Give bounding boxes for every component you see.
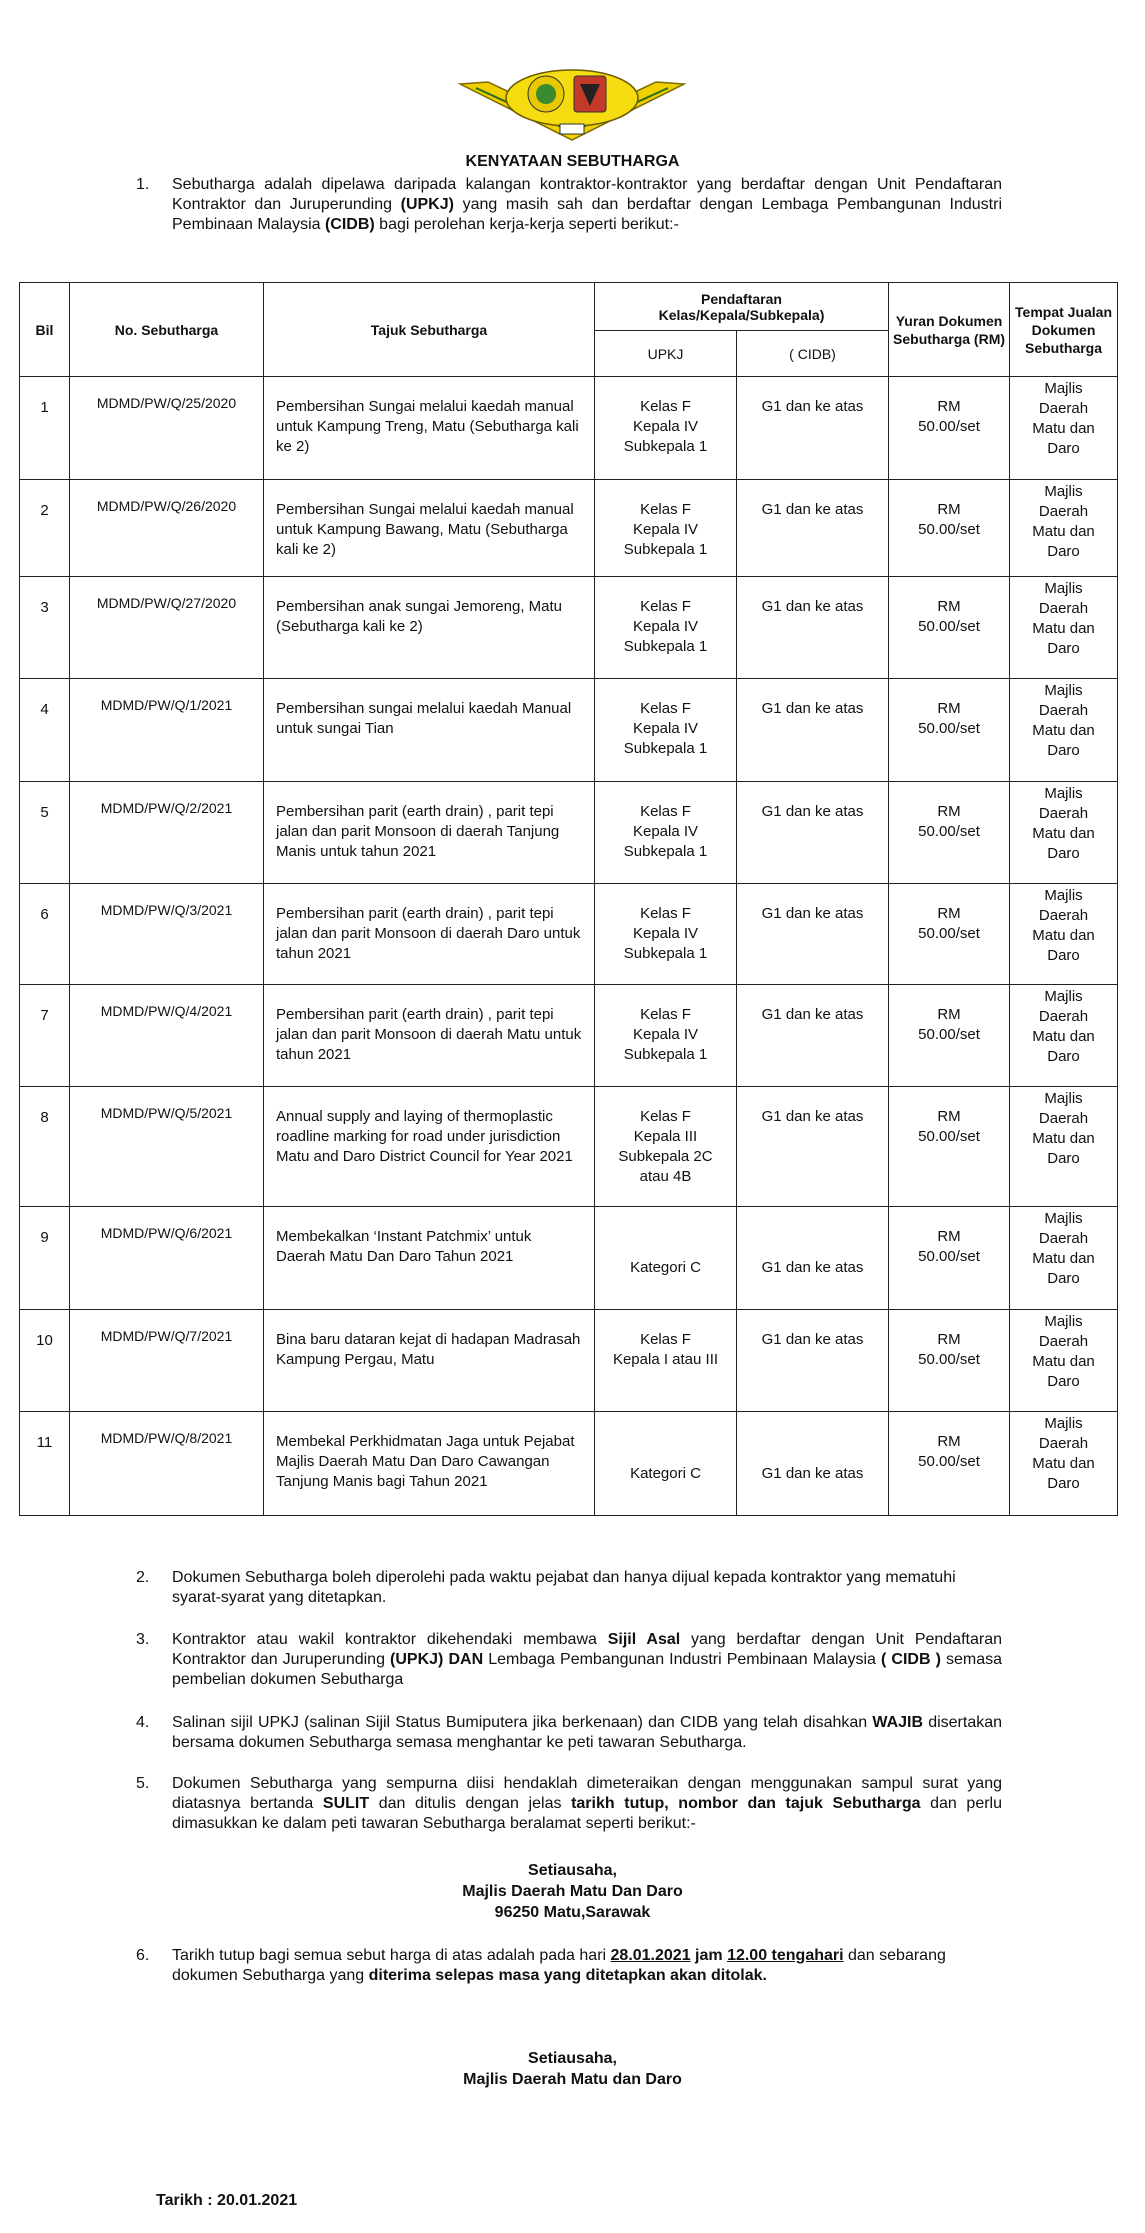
intro-text-3: bagi perolehan kerja-kerja seperti berikut:-: [374, 216, 679, 233]
page-title: KENYATAAN SEBUTHARGA: [465, 153, 680, 170]
row-sale-place: Majlis Daerah Matu dan Daro: [1010, 1207, 1118, 1310]
address-block: [0, 1860, 1145, 1923]
closing-date: 28.01.2021: [610, 1947, 691, 1964]
header-no: No. Sebutharga: [70, 283, 264, 377]
item-number: 4.: [136, 1714, 150, 1731]
p3-bold-b: Sijil Asal: [607, 1631, 681, 1648]
row-upkj: Kelas F Kepala IV Subkepala 1: [595, 377, 737, 480]
row-cidb: G1 dan ke atas: [737, 782, 889, 884]
row-title: Membekalkan ‘Instant Patchmix’ untuk Daerah Matu Dan Daro Tahun 2021: [264, 1207, 595, 1310]
row-title: Membekal Perkhidmatan Jaga untuk Pejabat Majlis Daerah Matu Dan Daro Cawangan Tanjung Manis bagi Tahun 2021: [264, 1412, 595, 1516]
intro-bold-cidb: (CIDB): [324, 216, 375, 233]
p5-text-e: dan perlu dimasukkan ke dalam peti tawaran Sebutharga beralamat seperti berikut:-: [172, 1795, 1003, 1832]
row-cidb: G1 dan ke atas: [737, 884, 889, 985]
row-title: Annual supply and laying of thermoplastic roadline marking for road under jurisdiction Matu and Daro District Council for Year 2021: [264, 1087, 595, 1207]
row-title: Pembersihan anak sungai Jemoreng, Matu (Sebutharga kali ke 2): [264, 577, 595, 679]
row-quotation-number: MDMD/PW/Q/5/2021: [70, 1087, 264, 1207]
row-cidb: G1 dan ke atas: [737, 1412, 889, 1516]
table-row: [20, 1207, 1118, 1310]
intro-text-1: Sebutharga adalah dipelawa daripada kalangan kontraktor-kontraktor yang berdaftar dengan Unit Pendaftaran Kontraktor dan Juruperunding: [172, 176, 1002, 213]
row-title: Bina baru dataran kejat di hadapan Madrasah Kampung Pergau, Matu: [264, 1310, 595, 1412]
table-row: [20, 679, 1118, 782]
header-yuran: Yuran Dokumen Sebutharga (RM): [889, 283, 1010, 377]
table-row: [20, 1087, 1118, 1207]
p3-text-c: yang berdaftar dengan Unit Pendaftaran Kontraktor dan Juruperunding: [172, 1631, 1002, 1668]
row-fee: RM 50.00/set: [889, 1412, 1010, 1516]
address-line-1: Setiausaha,: [528, 1862, 617, 1879]
row-bil: 4: [20, 679, 70, 782]
row-fee: RM 50.00/set: [889, 577, 1010, 679]
table-row: [20, 985, 1118, 1087]
row-upkj: Kelas F Kepala III Subkepala 2C atau 4B: [595, 1087, 737, 1207]
row-quotation-number: MDMD/PW/Q/27/2020: [70, 577, 264, 679]
closing-time: 12.00 tengahari: [727, 1947, 844, 1964]
intro-text: [172, 175, 1002, 235]
row-fee: RM 50.00/set: [889, 884, 1010, 985]
signature-block: [0, 2048, 1145, 2090]
table-row: [20, 1412, 1118, 1516]
p4-text-c: disertakan bersama dokumen Sebutharga semasa menghantar ke peti tawaran Sebutharga.: [172, 1714, 1003, 1751]
row-sale-place: Majlis Daerah Matu dan Daro: [1010, 480, 1118, 577]
row-upkj: Kelas F Kepala IV Subkepala 1: [595, 884, 737, 985]
row-upkj: Kategori C: [595, 1412, 737, 1516]
row-quotation-number: MDMD/PW/Q/7/2021: [70, 1310, 264, 1412]
row-bil: 6: [20, 884, 70, 985]
row-upkj: Kelas F Kepala IV Subkepala 1: [595, 480, 737, 577]
p3-text-a: Kontraktor atau wakil kontraktor dikehendaki membawa: [172, 1631, 608, 1648]
signature-line-1: Setiausaha,: [528, 2050, 617, 2067]
header-cidb: ( CIDB): [737, 331, 889, 377]
row-upkj: Kelas F Kepala IV Subkepala 1: [595, 985, 737, 1087]
row-quotation-number: MDMD/PW/Q/1/2021: [70, 679, 264, 782]
row-fee: RM 50.00/set: [889, 1087, 1010, 1207]
table-row: [20, 377, 1118, 480]
row-bil: 10: [20, 1310, 70, 1412]
row-fee: RM 50.00/set: [889, 1207, 1010, 1310]
row-quotation-number: MDMD/PW/Q/26/2020: [70, 480, 264, 577]
row-sale-place: Majlis Daerah Matu dan Daro: [1010, 377, 1118, 480]
paragraph-2-text: Dokumen Sebutharga boleh diperolehi pada waktu pejabat dan hanya dijual kepada kontraktor yang mematuhi syarat-syarat yang ditetapkan.: [172, 1569, 956, 1606]
row-upkj: Kelas F Kepala I atau III: [595, 1310, 737, 1412]
row-title: Pembersihan Sungai melalui kaedah manual untuk Kampung Treng, Matu (Sebutharga kali ke 2): [264, 377, 595, 480]
row-fee: RM 50.00/set: [889, 1310, 1010, 1412]
row-cidb: G1 dan ke atas: [737, 577, 889, 679]
paragraph-6-text: [172, 1946, 1002, 1986]
row-bil: 8: [20, 1087, 70, 1207]
intro-bold-upkj: (UPKJ): [400, 196, 454, 213]
signature-line-2: Majlis Daerah Matu dan Daro: [463, 2071, 682, 2088]
row-title: Pembersihan parit (earth drain) , parit tepi jalan dan parit Monsoon di daerah Tanjung Manis untuk tahun 2021: [264, 782, 595, 884]
row-title: Pembersihan Sungai melalui kaedah manual untuk Kampung Bawang, Matu (Sebutharga kali ke 2): [264, 480, 595, 577]
p3-bold-d: (UPKJ) DAN: [390, 1651, 484, 1668]
row-title: Pembersihan parit (earth drain) , parit tepi jalan dan parit Monsoon di daerah Matu untuk tahun 2021: [264, 985, 595, 1087]
p4-text-a: Salinan sijil UPKJ (salinan Sijil Status Bumiputera jika berkenaan) dan CIDB yang telah disahkan: [172, 1714, 873, 1731]
row-bil: 11: [20, 1412, 70, 1516]
p6-bold-f: diterima selepas masa yang ditetapkan akan ditolak.: [368, 1967, 767, 1984]
row-sale-place: Majlis Daerah Matu dan Daro: [1010, 1412, 1118, 1516]
row-fee: RM 50.00/set: [889, 480, 1010, 577]
row-quotation-number: MDMD/PW/Q/4/2021: [70, 985, 264, 1087]
row-fee: RM 50.00/set: [889, 985, 1010, 1087]
row-bil: 3: [20, 577, 70, 679]
row-upkj: Kategori C: [595, 1207, 737, 1310]
item-number: 5.: [136, 1775, 150, 1792]
row-quotation-number: MDMD/PW/Q/2/2021: [70, 782, 264, 884]
p5-bold-d: tarikh tutup, nombor dan tajuk Sebutharga: [571, 1795, 921, 1812]
document-date: Tarikh : 20.01.2021: [156, 2192, 298, 2209]
row-cidb: G1 dan ke atas: [737, 1207, 889, 1310]
p3-text-g: semasa pembelian dokumen Sebutharga: [172, 1651, 1003, 1688]
item-number: 2.: [136, 1569, 150, 1586]
row-title: Pembersihan sungai melalui kaedah Manual untuk sungai Tian: [264, 679, 595, 782]
table-row: [20, 577, 1118, 679]
item-number: 1.: [136, 176, 150, 193]
p6-text-a: Tarikh tutup bagi semua sebut harga di atas adalah pada hari: [172, 1947, 611, 1964]
row-bil: 5: [20, 782, 70, 884]
table-row: [20, 884, 1118, 985]
header-upkj: UPKJ: [595, 331, 737, 377]
table-row: [20, 1310, 1118, 1412]
item-number: 6.: [136, 1947, 150, 1964]
paragraph-5-text: [172, 1774, 1002, 1834]
p3-bold-f: ( CIDB ): [880, 1651, 941, 1668]
row-cidb: G1 dan ke atas: [737, 985, 889, 1087]
row-quotation-number: MDMD/PW/Q/6/2021: [70, 1207, 264, 1310]
p6-bold-c: jam: [690, 1947, 728, 1964]
intro-text-2: yang masih sah dan berdaftar dengan Lembaga Pembangunan Industri Pembinaan Malaysia: [172, 196, 1002, 233]
row-cidb: G1 dan ke atas: [737, 679, 889, 782]
p3-text-e: Lembaga Pembangunan Industri Pembinaan Malaysia: [483, 1651, 881, 1668]
address-line-3: 96250 Matu,Sarawak: [494, 1904, 651, 1921]
p4-bold-b: WAJIB: [872, 1714, 924, 1731]
quotation-table: [19, 282, 1118, 1516]
row-cidb: G1 dan ke atas: [737, 1310, 889, 1412]
header-tempat: Tempat Jualan Dokumen Sebutharga: [1010, 283, 1118, 377]
row-fee: RM 50.00/set: [889, 679, 1010, 782]
header-pendaftaran: Pendaftaran Kelas/Kepala/Subkepala): [595, 283, 889, 331]
paragraph-3-text: [172, 1630, 1002, 1690]
row-sale-place: Majlis Daerah Matu dan Daro: [1010, 1087, 1118, 1207]
row-sale-place: Majlis Daerah Matu dan Daro: [1010, 782, 1118, 884]
row-bil: 2: [20, 480, 70, 577]
table-row: [20, 782, 1118, 884]
header-tajuk: Tajuk Sebutharga: [264, 283, 595, 377]
table-body: [20, 377, 1118, 1516]
row-sale-place: Majlis Daerah Matu dan Daro: [1010, 884, 1118, 985]
row-upkj: Kelas F Kepala IV Subkepala 1: [595, 577, 737, 679]
header-bil: Bil: [20, 283, 70, 377]
row-quotation-number: MDMD/PW/Q/8/2021: [70, 1412, 264, 1516]
row-fee: RM 50.00/set: [889, 782, 1010, 884]
row-sale-place: Majlis Daerah Matu dan Daro: [1010, 1310, 1118, 1412]
p5-text-a: Dokumen Sebutharga yang sempurna diisi hendaklah dimeteraikan dengan menggunakan sampul surat yang diatasnya bertanda: [172, 1775, 1002, 1812]
row-sale-place: Majlis Daerah Matu dan Daro: [1010, 985, 1118, 1087]
row-title: Pembersihan parit (earth drain) , parit tepi jalan dan parit Monsoon di daerah Daro untuk tahun 2021: [264, 884, 595, 985]
table-row: [20, 480, 1118, 577]
row-upkj: Kelas F Kepala IV Subkepala 1: [595, 679, 737, 782]
row-bil: 9: [20, 1207, 70, 1310]
p6-text-e: dan sebarang dokumen Sebutharga yang: [172, 1947, 946, 1984]
address-line-2: Majlis Daerah Matu Dan Daro: [462, 1883, 683, 1900]
row-cidb: G1 dan ke atas: [737, 377, 889, 480]
p5-text-c: dan ditulis dengan jelas: [369, 1795, 572, 1812]
p5-bold-b: SULIT: [322, 1795, 370, 1812]
row-fee: RM 50.00/set: [889, 377, 1010, 480]
row-bil: 1: [20, 377, 70, 480]
row-upkj: Kelas F Kepala IV Subkepala 1: [595, 782, 737, 884]
row-cidb: G1 dan ke atas: [737, 1087, 889, 1207]
item-number: 3.: [136, 1631, 150, 1648]
row-cidb: G1 dan ke atas: [737, 480, 889, 577]
row-bil: 7: [20, 985, 70, 1087]
row-sale-place: Majlis Daerah Matu dan Daro: [1010, 679, 1118, 782]
council-logo: [456, 62, 688, 142]
row-sale-place: Majlis Daerah Matu dan Daro: [1010, 577, 1118, 679]
row-quotation-number: MDMD/PW/Q/3/2021: [70, 884, 264, 985]
paragraph-4-text: [172, 1713, 1002, 1753]
row-quotation-number: MDMD/PW/Q/25/2020: [70, 377, 264, 480]
